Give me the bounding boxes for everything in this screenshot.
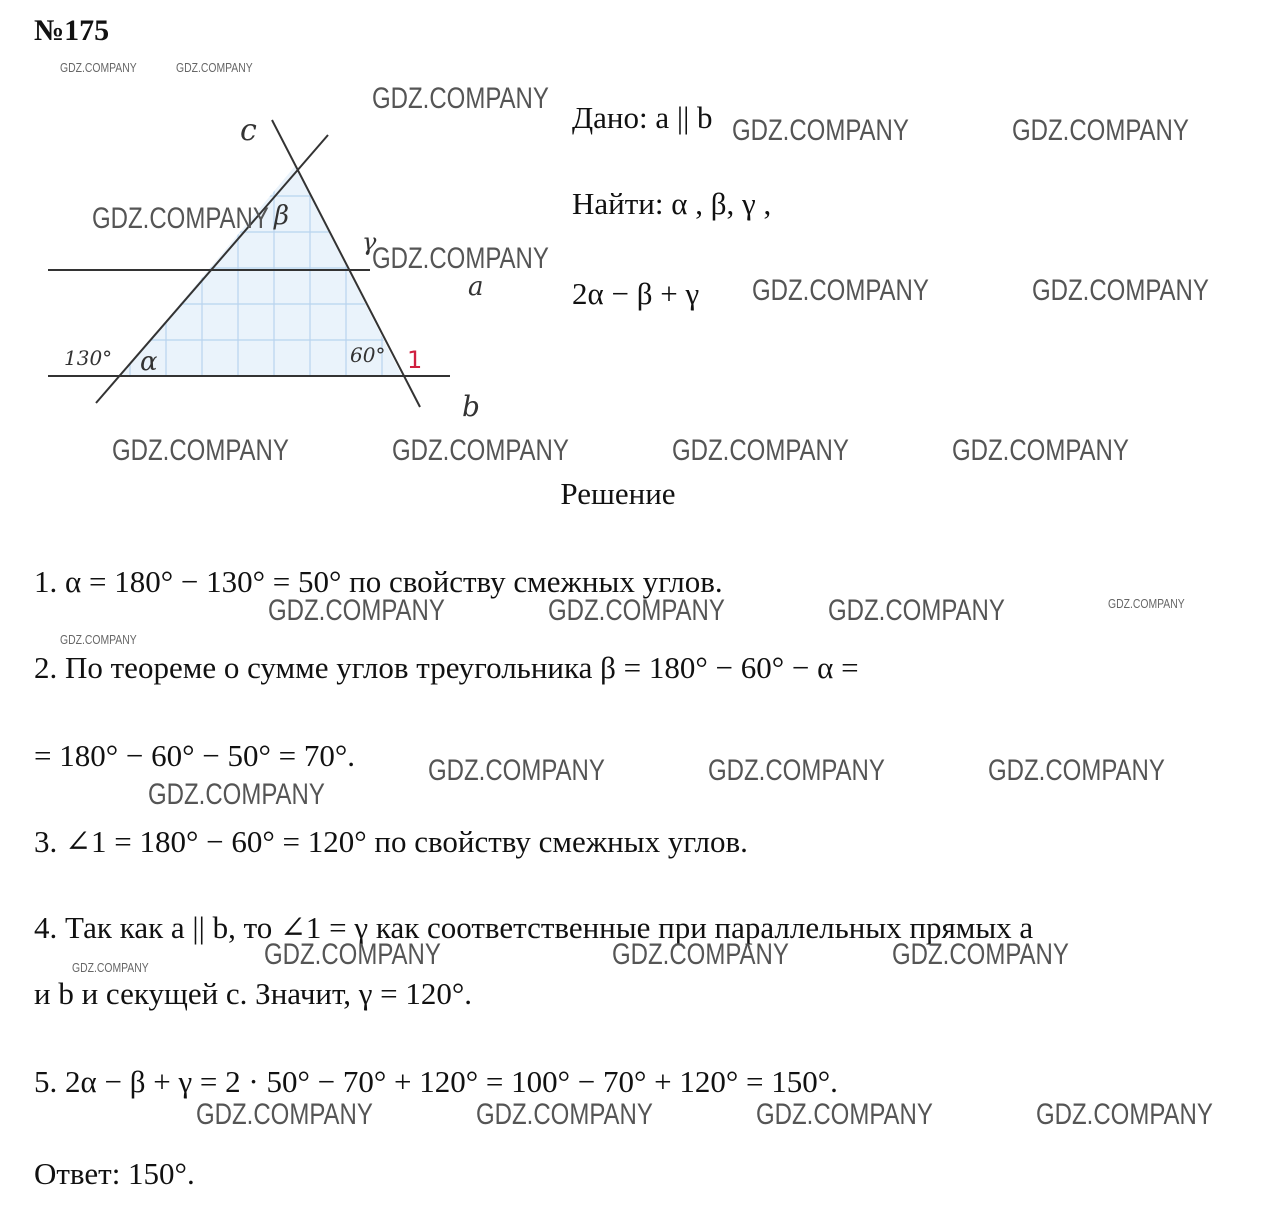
solution-step-4-cont: и b и секущей c. Значит, γ = 120°. xyxy=(34,976,473,1011)
watermark: GDZ.COMPANY xyxy=(732,114,909,147)
watermark: GDZ.COMPANY xyxy=(892,938,1069,971)
find-text: Найти: α , β, γ , xyxy=(572,186,772,221)
solution-step-4: 4. Так как a || b, то ∠1 = γ как соответственные при параллельных прямых a xyxy=(34,910,1034,945)
watermark: GDZ.COMPANY xyxy=(952,434,1129,467)
watermark: GDZ.COMPANY xyxy=(92,202,269,235)
solution-step-1: 1. α = 180° − 130° = 50° по свойству смежных углов. xyxy=(34,564,723,599)
watermark: GDZ.COMPANY xyxy=(176,60,253,75)
solution-step-2-cont: = 180° − 60° − 50° = 70°. xyxy=(34,738,356,773)
watermark: GDZ.COMPANY xyxy=(112,434,289,467)
watermark: GDZ.COMPANY xyxy=(548,594,725,627)
watermark: GDZ.COMPANY xyxy=(756,1098,933,1131)
label-angle-1: 1 xyxy=(407,346,423,374)
watermark: GDZ.COMPANY xyxy=(1012,114,1189,147)
watermark: GDZ.COMPANY xyxy=(988,754,1165,787)
label-gamma: γ xyxy=(362,228,377,256)
solution-heading: Решение xyxy=(560,476,676,511)
watermark: GDZ.COMPANY xyxy=(476,1098,653,1131)
watermark: GDZ.COMPANY xyxy=(372,242,549,275)
watermark: GDZ.COMPANY xyxy=(1108,596,1185,611)
watermark: GDZ.COMPANY xyxy=(264,938,441,971)
watermark: GDZ.COMPANY xyxy=(752,274,929,307)
solution-step-5: 5. 2α − β + γ = 2 · 50° − 70° + 120° = 100° − 70° + 120° = 150°. xyxy=(34,1064,838,1099)
watermark: GDZ.COMPANY xyxy=(372,82,549,115)
watermark: GDZ.COMPANY xyxy=(60,632,137,647)
solution-step-3: 3. ∠1 = 180° − 60° = 120° по свойству смежных углов. xyxy=(34,824,748,859)
watermark: GDZ.COMPANY xyxy=(268,594,445,627)
label-130: 130° xyxy=(64,346,113,370)
watermark: GDZ.COMPANY xyxy=(1036,1098,1213,1131)
label-b: b xyxy=(462,390,480,420)
watermark: GDZ.COMPANY xyxy=(60,60,137,75)
watermark: GDZ.COMPANY xyxy=(148,778,325,811)
watermark: GDZ.COMPANY xyxy=(612,938,789,971)
solution-step-2: 2. По теореме о сумме углов треугольника β = 180° − 60° − α = xyxy=(34,650,859,685)
watermark: GDZ.COMPANY xyxy=(828,594,1005,627)
label-a: a xyxy=(468,272,484,302)
watermark: GDZ.COMPANY xyxy=(196,1098,373,1131)
given-text: Дано: a || b xyxy=(572,100,713,135)
label-c: c xyxy=(240,113,257,148)
label-beta: β xyxy=(274,201,290,231)
watermark: GDZ.COMPANY xyxy=(1032,274,1209,307)
problem-number: №175 xyxy=(34,14,110,47)
label-alpha: α xyxy=(140,347,158,377)
find-expression: 2α − β + γ xyxy=(572,276,700,311)
watermark: GDZ.COMPANY xyxy=(672,434,849,467)
watermark: GDZ.COMPANY xyxy=(708,754,885,787)
watermark: GDZ.COMPANY xyxy=(72,960,149,975)
watermark: GDZ.COMPANY xyxy=(428,754,605,787)
answer: Ответ: 150°. xyxy=(34,1156,195,1191)
watermark: GDZ.COMPANY xyxy=(392,434,569,467)
label-60: 60° xyxy=(350,343,386,367)
